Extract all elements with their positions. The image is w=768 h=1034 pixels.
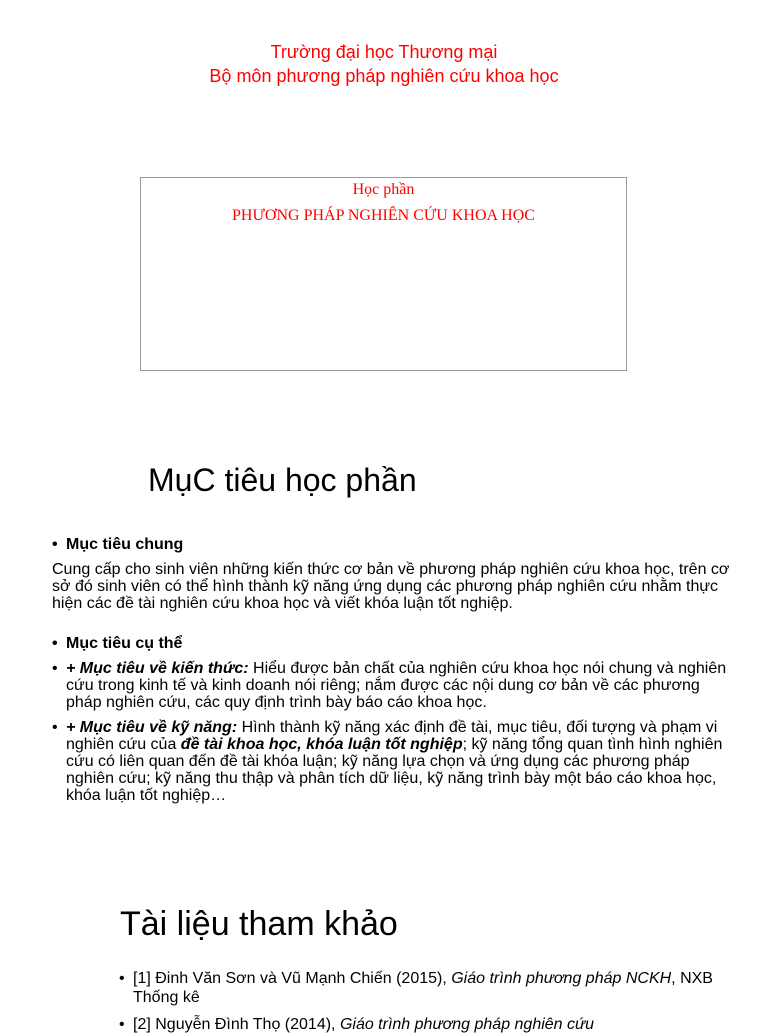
specific-objective-title: • Mục tiêu cụ thể — [52, 635, 732, 652]
course-title-box — [140, 177, 627, 371]
skills-objective — [52, 719, 732, 804]
general-objective-title: • Mục tiêu chung — [52, 536, 732, 553]
reference-2 — [119, 1015, 719, 1034]
skills-text-2: ; kỹ năng tổng quan tình hình nghiên cứu có liên quan đến đề tài khóa luận; kỹ năng lựa chọn và ứng dụng các phương pháp nghiên cứu; kỹ năng thu thập và phân tích dữ liệu, kỹ năng trình bày một báo cáo khoa học, khóa luận tốt nghiệp… — [66, 736, 723, 804]
skills-objective-item — [52, 719, 732, 804]
department-name: Bộ môn phương pháp nghiên cứu khoa học — [209, 66, 559, 86]
references-heading: Tài liệu tham khảo — [120, 905, 398, 943]
reference-1-suffix: , NXB Thống kê — [133, 970, 713, 1006]
skills-label: + Mục tiêu về kỹ năng: — [66, 719, 238, 736]
knowledge-label: + Mục tiêu về kiến thức: — [66, 660, 249, 677]
reference-2-title: Giáo trình phương pháp nghiên cứu — [339, 1016, 595, 1033]
objectives-heading: MụC tiêu học phần — [148, 462, 417, 498]
reference-1 — [119, 969, 719, 1007]
reference-1-item — [119, 969, 719, 1007]
specific-objective-bullet — [52, 635, 732, 652]
document-header — [0, 40, 768, 88]
reference-2-prefix: [2] Nguyễn Đình Thọ (2014), — [133, 1016, 340, 1033]
knowledge-objective-item — [52, 660, 732, 711]
skills-text-1: Hình thành kỹ năng xác định đề tài, mục tiêu, đối tượng và phạm vi nghiên cứu của — [66, 719, 718, 753]
reference-1-title: Giáo trình phương pháp NCKH — [451, 970, 672, 987]
general-objective-bullet — [52, 536, 732, 553]
course-label: Học phần — [352, 181, 415, 198]
university-name: Trường đại học Thương mại — [270, 42, 498, 62]
knowledge-text: Hiểu được bản chất của nghiên cứu khoa học nói chung và nghiên cứu trong kinh tế và kinh doanh nói riêng; nắm được các nội dung cơ bản về các phương pháp nghiên cứu, các quy định trình bày báo cáo khoa học. — [66, 660, 727, 711]
knowledge-objective — [52, 660, 732, 711]
skills-emphasis: đề tài khoa học, khóa luận tốt nghiệp — [180, 736, 463, 753]
reference-2-item — [119, 1015, 719, 1034]
general-objective-text: Cung cấp cho sinh viên những kiến thức cơ bản về phương pháp nghiên cứu khoa học, trên cơ sở đó sinh viên có thể hình thành kỹ năng ứng dụng các phương pháp nghiên cứu nhằm thực hiện các đề tài nghiên cứu khoa học và viết khóa luận tốt nghiệp. — [52, 561, 730, 612]
course-name: PHƯƠNG PHÁP NGHIÊN CỨU KHOA HỌC — [232, 207, 535, 224]
reference-1-prefix: [1] Đinh Văn Sơn và Vũ Mạnh Chiến (2015), — [133, 970, 452, 987]
